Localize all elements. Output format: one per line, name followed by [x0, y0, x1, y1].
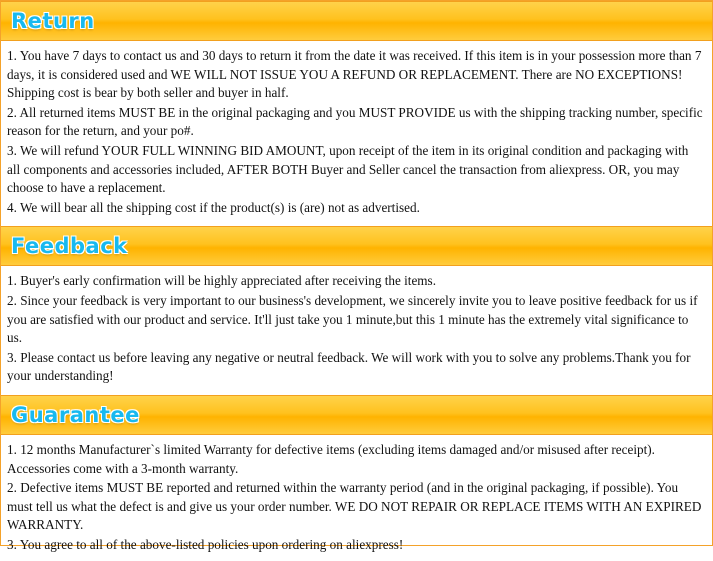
section-return: [1, 1, 712, 226]
policy-line: 4. We will bear all the shipping cost if the product(s) is (are) not as advertised.: [7, 199, 420, 215]
policy-line: 3. You agree to all of the above-listed policies upon ordering on aliexpress!: [7, 536, 404, 552]
policy-line: 3. We will refund YOUR FULL WINNING BID AMOUNT, upon receipt of the item in its original condition and packaging with all components and accessories included, AFTER BOTH Buyer and Seller cancel the transaction from aliexpress. OR, you may choose to have a replacement.: [7, 142, 689, 196]
section-body-feedback: [1, 266, 712, 395]
policy-line: 2. Since your feedback is very important to our business's development, we sincerely invite you to leave positive feedback for us if you are satisfied with our product and service. It'll just take you 1 minute,but this 1 minute has the extremely vital significance to us.: [7, 292, 698, 346]
section-header-guarantee: [1, 395, 712, 435]
section-body-guarantee: [1, 435, 712, 561]
section-title-feedback: Feedback: [11, 234, 128, 259]
section-header-return: [1, 1, 712, 41]
policy-line: 1. You have 7 days to contact us and 30 days to return it from the date it was received. If this item is in your possession more than 7 days, it is considered used and WE WILL NOT ISSUE YOU A REFUND OR REPLACEMENT. There are NO EXCEPTIONS! Shipping cost is bear by both seller and buyer in half.: [7, 48, 702, 101]
section-body-return: [1, 41, 712, 226]
section-guarantee: [1, 395, 712, 561]
section-header-feedback: [1, 226, 712, 266]
policy-line: 3. Please contact us before leaving any negative or neutral feedback. We will work with you to solve any problems.Thank you for your understanding!: [7, 349, 691, 384]
section-title-guarantee: Guarantee: [11, 402, 140, 427]
section-feedback: [1, 226, 712, 395]
policy-line: 2. All returned items MUST BE in the original packaging and you MUST PROVIDE us with the shipping tracking number, specific reason for the return, and your po#.: [7, 104, 703, 139]
policy-line: 1. 12 months Manufacturer`s limited Warranty for defective items (excluding items damaged and/or misused after receipt). Accessories come with a 3-month warranty.: [7, 441, 655, 476]
policy-line: 2. Defective items MUST BE reported and returned within the warranty period (and in the original packaging, if possible). You must tell us what the defect is and give us your order number. WE DO NOT REPAIR OR REPLACE ITEMS WITH AN EXPIRED WARRANTY.: [7, 480, 702, 533]
section-title-return: Return: [11, 9, 95, 33]
policy-line: 1. Buyer's early confirmation will be highly appreciated after receiving the items.: [7, 273, 436, 289]
